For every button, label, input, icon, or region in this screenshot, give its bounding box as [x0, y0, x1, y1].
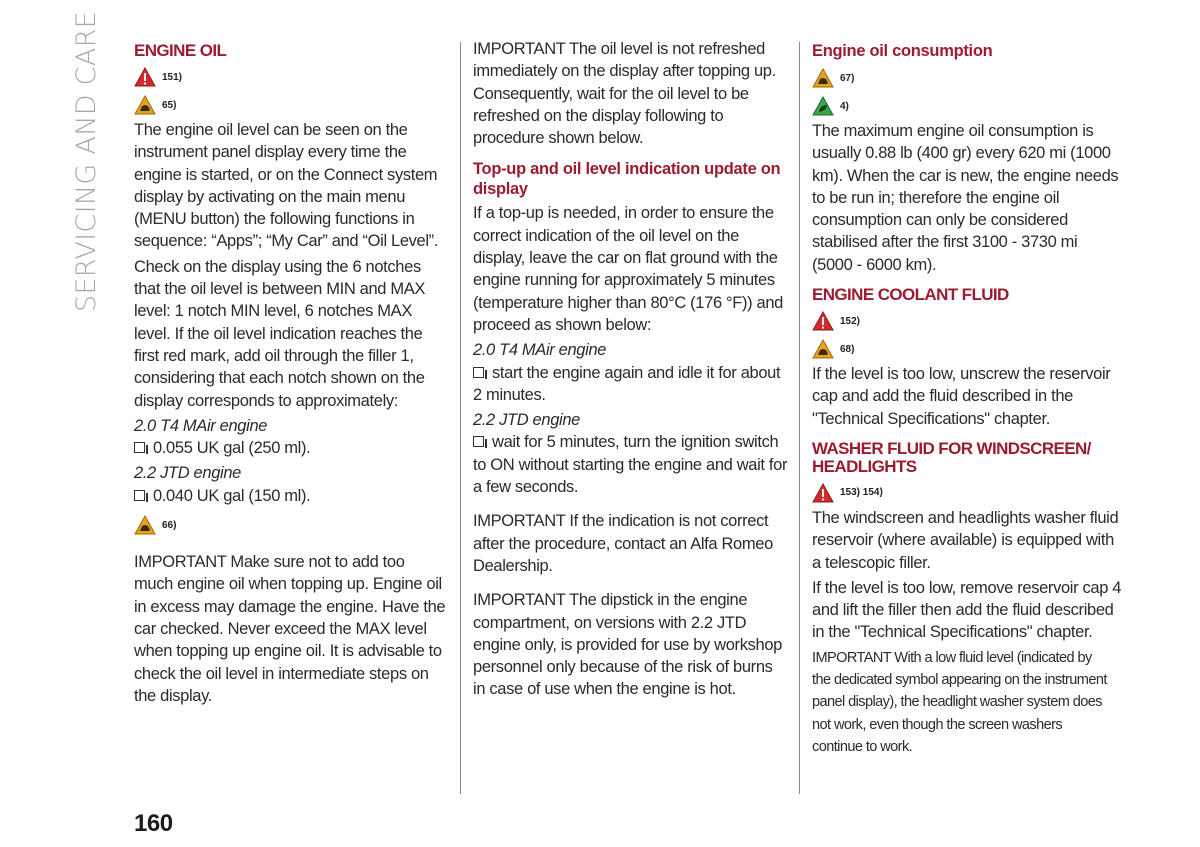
important-note: IMPORTANT If the indication is not correct after the procedure, contact an Alfa Romeo Dealership. — [473, 512, 773, 575]
danger-warning-icon — [812, 483, 834, 503]
caution-note-ref — [812, 64, 1122, 92]
subheading-oil-consumption: Engine oil consumption — [812, 42, 993, 60]
note-reference: 153) 154) — [840, 487, 883, 499]
bullet-box-icon — [134, 442, 145, 453]
important-note: IMPORTANT The dipstick in the engine compartment, on versions with 2.2 JTD engine only, is provided for use by workshop personnel only because of the risk of burns in case of use when the engine is hot. — [473, 591, 782, 699]
paragraph: If a top-up is needed, in order to ensure the correct indication of the oil level on the display, leave the car on flat ground with the engine running for approximately 5 minutes (temperature higher than 80°C (176 °F)) and proceed as shown below: — [473, 204, 783, 334]
note-reference: 151) — [162, 71, 183, 83]
heading-engine-coolant: ENGINE COOLANT FLUID — [812, 285, 1009, 305]
note-reference: 68) — [840, 343, 855, 355]
danger-note-ref — [812, 479, 1122, 507]
paragraph: Check on the display using the 6 notches that the oil level is between MIN and MAX level: 1 notch MIN level, 6 notches MAX level. If the oil level indication reaches the first red mark, add oil through the filler 1, considering that each notch shown on the display corresponds to approximately: — [134, 257, 426, 410]
engine-label: 2.0 T4 MAir engine — [473, 341, 607, 360]
list-item-text: wait for 5 minutes, turn the ignition switch to ON without starting the engine and wait for a few seconds. — [473, 433, 788, 497]
list-item — [473, 362, 788, 407]
list-item-text: 0.040 UK gal (150 ml). — [153, 486, 311, 505]
important-note: IMPORTANT Make sure not to add too much engine oil when topping up. Engine oil in excess may damage the engine. Have the car checked. Never exceed the MAX level when topping up engine oil. It is advisable to check the oil level in intermediate steps on the display. — [134, 553, 446, 705]
heading-washer-fluid: WASHER FLUID FOR WINDSCREEN/ HEADLIGHTS — [812, 438, 1091, 476]
important-note: IMPORTANT The oil level is not refreshed immediately on the display after topping up. Consequently, wait for the oil level to be refreshed on the display following to procedure shown below. — [473, 40, 776, 148]
note-reference: 66) — [162, 519, 177, 531]
column-2 — [473, 38, 788, 701]
note-reference: 4) — [840, 100, 849, 112]
bullet-box-icon — [134, 490, 145, 501]
engine-label: 2.2 JTD engine — [473, 411, 580, 430]
important-note: IMPORTANT With a low fluid level (indicated by the dedicated symbol appearing on the instrument panel display), the headlight washer system does not work, even though the screen washers continue to work. — [812, 648, 1107, 755]
danger-warning-icon — [134, 67, 156, 87]
bullet-box-icon — [473, 436, 484, 447]
list-item — [134, 485, 446, 507]
bullet-box-icon — [473, 367, 484, 378]
column-divider — [799, 42, 800, 794]
list-item-text: 0.055 UK gal (250 ml). — [153, 439, 311, 458]
paragraph: The windscreen and headlights washer fluid reservoir (where available) is equipped with a telescopic filler. — [812, 508, 1119, 572]
danger-note-ref — [134, 63, 446, 91]
paragraph: If the level is too low, unscrew the reservoir cap and add the fluid described in the "Technical Specifications" chapter. — [812, 365, 1111, 428]
paragraph: If the level is too low, remove reservoir cap 4 and lift the filler then add the fluid described in the "Technical Specifications" chapter. — [812, 578, 1122, 642]
heading-engine-oil: ENGINE OIL — [134, 41, 227, 60]
note-reference: 152) — [840, 315, 861, 327]
danger-note-ref — [812, 307, 1122, 335]
paragraph: The maximum engine oil consumption is usually 0.88 lb (400 gr) every 620 mi (1000 km). When the car is new, the engine needs to be run in; therefore the engine oil consumption can only be considered stabilised after the first 3100 - 3730 mi (5000 - 6000 km). — [812, 122, 1119, 274]
environment-leaf-icon — [812, 96, 834, 116]
column-1 — [134, 38, 446, 707]
column-3 — [812, 38, 1122, 758]
list-item-text: start the engine again and idle it for about 2 minutes. — [473, 363, 781, 404]
caution-hand-icon — [134, 95, 156, 115]
page-number: 160 — [134, 810, 173, 837]
caution-hand-icon — [812, 339, 834, 359]
caution-hand-icon — [134, 515, 156, 535]
column-divider — [460, 42, 461, 794]
paragraph: The engine oil level can be seen on the instrument panel display every time the engine is started, or on the Connect system display by activating on the main menu (MENU button) the following functions in sequence: “Apps”; “My Car” and “Oil Level”. — [134, 121, 439, 251]
engine-label: 2.0 T4 MAir engine — [134, 416, 268, 435]
note-reference: 67) — [840, 72, 855, 84]
subheading-top-up: Top-up and oil level indication update on display — [473, 160, 781, 199]
list-item — [473, 431, 788, 498]
note-reference: 65) — [162, 99, 177, 111]
caution-note-ref — [812, 335, 1122, 363]
list-item — [134, 437, 446, 459]
caution-note-ref — [134, 511, 446, 539]
caution-hand-icon — [812, 68, 834, 88]
section-side-title: SERVICING AND CARE — [71, 10, 102, 312]
danger-warning-icon — [812, 311, 834, 331]
engine-label: 2.2 JTD engine — [134, 464, 241, 483]
caution-note-ref — [134, 91, 446, 119]
environment-note-ref — [812, 92, 1122, 120]
